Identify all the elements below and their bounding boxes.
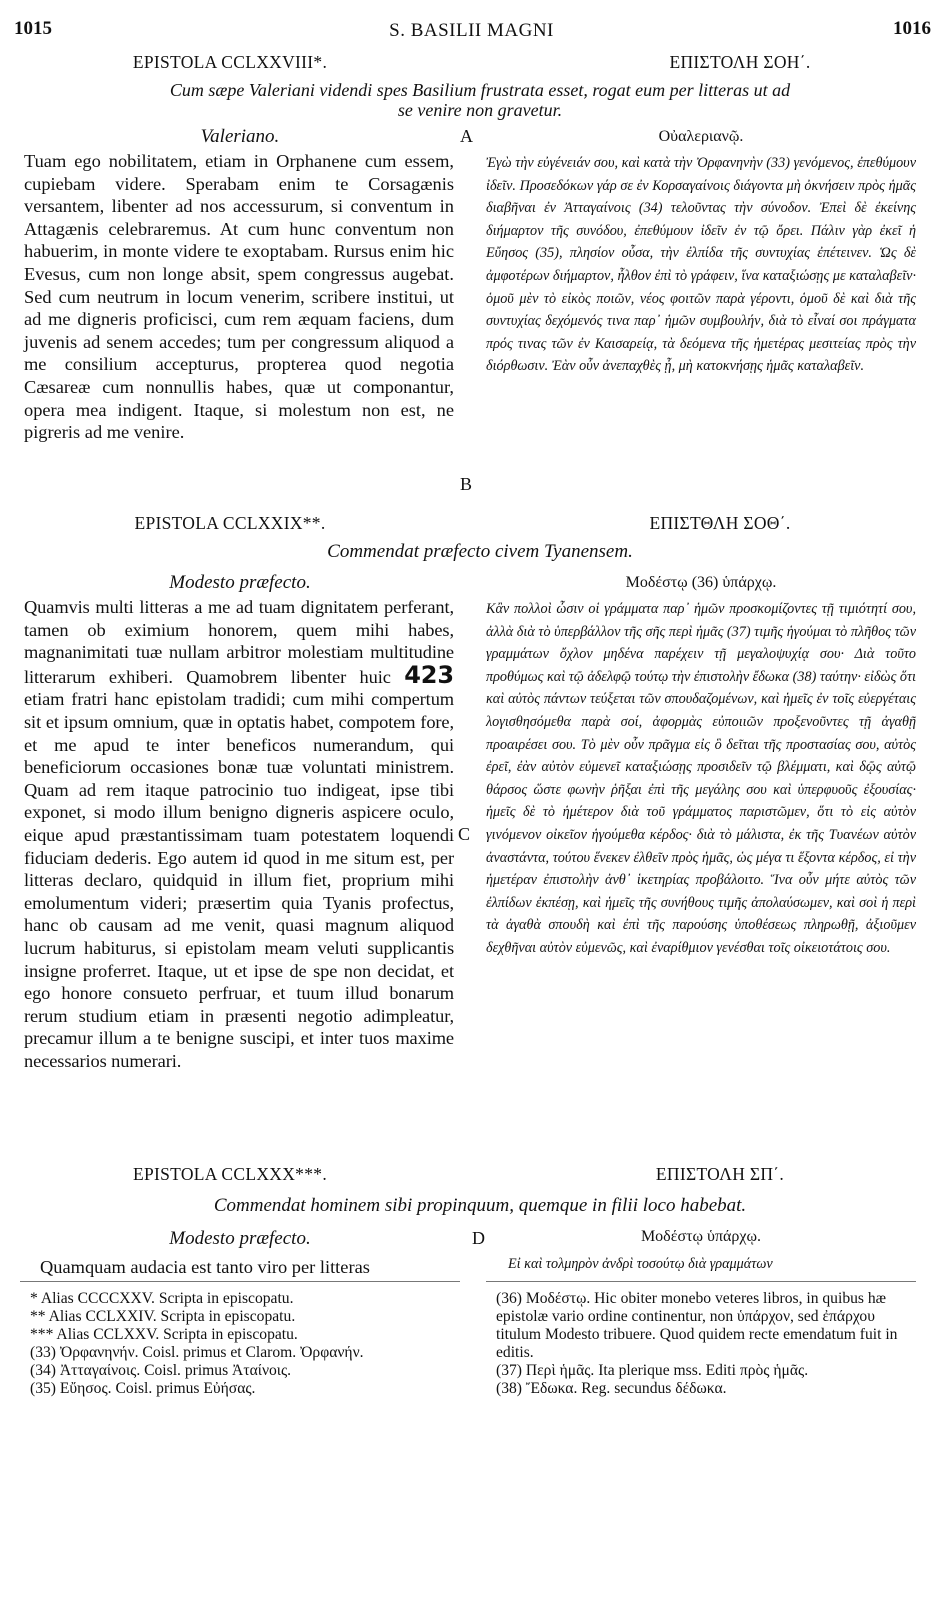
margin-letter-b: B — [460, 474, 473, 494]
footnote: (37) Περὶ ἡμᾶς. Ita plerique mss. Editi πρὸς ἡμᾶς. — [496, 1362, 809, 1379]
volume-page-marker: 423 — [404, 660, 454, 689]
epistle-279-summary: Commendat præfecto civem Tyanensem. — [327, 541, 633, 562]
summary-line-2: se venire non gravetur. — [397, 100, 563, 120]
epistle-278-latin-text: Tuam ego nobilitatem, etiam in Orphanene cum essem, cupiebam videre. Sperabam enim te Corsagænis versantem, libenter ad nos accessurum, si conventum in Attagænis celebraremus. At cum hunc conventum non habuerim, in monte videre te exoptabam. Rursus enim hic Evesus, cum non longe absit, spem congressus augebat. Sed cum neutrum in locum venerim, scribere institui, ut ad me digneris proficisci, cum rem æquam faciens, dum juvenis ad senem accedes; tum per congressum aliquod a me consilium accepturus, propterea quod negotia Cæsareæ cum nonnullis habes, quæ ut componantur, opera mea indigent. Itaque, si molestum non est, ne pigreris ad me venire. — [24, 151, 454, 443]
epistle-278-greek-addressee: Οὐαλεριανῷ. — [658, 128, 744, 145]
footnotes-left — [30, 1290, 458, 1398]
margin-letter-a: A — [460, 126, 473, 146]
epistle-280-greek-text: Εἰ καὶ τολμηρὸν ἀνδρὶ τοσούτῳ διὰ γραμμάτων — [508, 1256, 773, 1272]
epistle-279-latin-text — [24, 596, 454, 1072]
footnote: ** Alias CCLXXIV. Scripta in episcopatu. — [30, 1308, 296, 1325]
epistle-280-greek-title: ΕΠΙΣΤΟΛΗ ΣΠ΄. — [655, 1164, 785, 1184]
running-title: S. BASILII MAGNI — [389, 20, 554, 41]
latin-text-part-1: Quamvis multi litteras a me ad tuam dignitatem perferant, tamen ob eximium honorem, quem mihi habes, magnanimitati tuæ nullam arbitror molestiam multitudine litterarum exhiberi. Quamobrem libenter huic — [24, 597, 454, 687]
footnote: (36) Μοδέστῳ. Hic obiter monebo veteres libros, in quibus hæ epistolæ vario ordine continentur, non ὑπάρχον, sed ἐπάρχου titulum Modesto tribuere. Quod quidem recte emendatum fuit in editis. — [496, 1290, 898, 1361]
epistle-279-greek-text: Κἂν πολλοὶ ὦσιν οἱ γράμματα παρ᾽ ἡμῶν προσκομίζοντες τῇ τιμιότητί σου, ἀλλὰ διὰ τὸ ὑπερβάλλον τῆς σῆς περὶ ἡμᾶς (37) τιμῆς ἡγούμαι τὸ πλῆθος τῶν γραμμάτων ὄχλον μηδένα παρέχειν τῇ μεγαλοψυχίᾳ σου· Διὰ τοῦτο προθύμως καὶ τῷ ἀδελφῷ τούτῳ τὴν ἐπιστολὴν ἔδωκα (38) ταύτην· εἰδὼς ὅτι καὶ αὐτὸς πάντων τεύξεται τῶν σπουδαζομένων, καὶ ἡμεῖς ἐν τοῖς εὐεργέταις λογισθησόμεθα παρὰ σοί, ἀφορμὰς εὐποιιῶν προξενοῦντες τῇ ἀγαθῇ προαιρέσει σου. Τὸ μὲν οὖν πρᾶγμα εἰς ὃ δεῖται τῆς προστασίας σου, αὐτὸς ἐρεῖ, ἐὰν αὐτὸν εὐμενεῖ καταξιώσῃς προσιδεῖν τῷ βλέμματι, καὶ δῷς αὐτῷ θάρσος ὥστε φωνὴν ῥῆξαι ἐπὶ τῆς μεγάλης σου καὶ ὑπερφυοῦς ἐξουσίας· ἡμεῖς δὲ τὸ ἡμέτερον διὰ τοῦ γράμματος παριστῶμεν, ὅτι τὸ εἰς αὐτὸν γινόμενον οἰκεῖον ἡγούμεθα κέρδος· διὰ τὸ μάλιστα, ἐκ τῆς Τυανέων αὐτὸν ἀναστάντα, τούτου ἕνεκεν ἐλθεῖν πρὸς ἡμᾶς, ὡς μέγα τι ἕξοντα κέρδος, εἰ τὴν ἡμετέραν ἐπιστολὴν ἀνθ᾽ ἱκετηρίας προβάλοιτο. Ἵνα οὖν μήτε αὐτὸς τῶν ἐλπίδων ἐκπέσῃ, καὶ ἡμεῖς τῆς συνήθους τιμῆς ἀπολαύσωμεν, καὶ σοὶ ἡ περὶ τὰ ἀγαθὰ σπουδὴ καὶ ἐπὶ τῆς παρούσης ὑποθέσεως πληρωθῇ, ἀξιοῦμεν δεχθῆναι αὐτὸν εὐμενῶς, καὶ ἐναρίθμιον γενέσθαι τοῖς οἰκειοτάτοις σου. — [486, 601, 916, 956]
epistle-280-latin-addressee: Modesto præfecto. — [169, 1228, 311, 1249]
footnote: (34) Ἀτταγαίνοις. Coisl. primus Ἀταίνοις. — [30, 1362, 292, 1379]
epistle-278-greek-text: Ἐγὼ τὴν εὐγένειάν σου, καὶ κατὰ τὴν Ὀρφανηνὴν (33) γενόμενος, ἐπεθύμουν ἰδεῖν. Προσεδόκων γάρ σε ἐν Κορσαγαίνοις διάγοντα μὴ ὀκνήσειν πρὸς ἡμᾶς διαβῆναι ἐν Ἀτταγαίνοις (34) τελοῦντας τὴν σύνοδον. Ἐπεὶ δὲ ἐκείνης διήμαρτον τῆς συνόδου, ἐπεθύμουν ἰδεῖν ἐν τῷ ὄρει. Πάλιν γὰρ ἐκεῖ ἡ Εὔησος (35), πλησίον οὖσα, τὴν ἐλπίδα τῆς συντυχίας ἐπέτεινεν. Ὡς δὲ ἀμφοτέρων διήμαρτον, ἦλθον ἐπὶ τὸ γράφειν, ἵνα καταξιώσῃς με καταλαβεῖν· ὁμοῦ μὲν τὸ εἰκὸς ποιῶν, νέος φοιτῶν παρὰ γέροντι, ὁμοῦ δὲ καὶ διὰ τῆς συντυχίας δεχόμενός τινα παρ᾽ ἡμῶν συμβουλήν, διὰ τὸ εἶναί σοι πράγματα πρός τινας τῶν ἐν Καισαρείᾳ, τὰ δεόμενα τῆς ἡμετέρας μεσιτείας πρὸς τὴν διόρθωσιν. Ἐὰν οὖν ἀνεπαχθὲς ᾖ, μὴ κατοκνήσῃς ἡμᾶς καταλαβεῖν. — [486, 155, 916, 375]
epistle-279-greek-title: ΕΠΙΣΤΘΛΗ ΣΟΘ΄. — [649, 513, 791, 533]
epistle-280-greek-addressee: Μοδέστῳ ὑπάρχῳ. — [640, 1228, 762, 1245]
epistle-278-latin-addressee: Valeriano. — [200, 126, 280, 147]
footnote: * Alias CCCCXXV. Scripta in episcopatu. — [30, 1290, 294, 1307]
epistle-280-summary: Commendat hominem sibi propinquum, quemque in filii loco habebat. — [213, 1195, 747, 1216]
footnote: (35) Εὔησος. Coisl. primus Εὐήσας. — [30, 1380, 256, 1397]
latin-text-part-2: etiam fratri hanc epistolam tradidi; cum mihi compertum sit et ipsum omnium, quæ in optatis habet, compotem fore, et me apud te inter beneficos numerandum, qui beneficiorum occasiones bonæ tuæ voluntati ministrem. Quam ad rem itaque patrocinio tuo indigeat, ipse tibi exponet, si modo illum benigno digneris aspicere oculo, eique apud præstantissimam tuam potestatem loquendi fiduciam dederis. Ego autem id quod in me situm est, per litteras declaro, quidquid in illum fiet, proprium mihi emolumentum videri; præsertim quia Tyanis profectus, hanc ob causam ad me venit, quasi magnum aliquod lucrum habiturus, si epistolam meam veluti supplicantis insigne proferret. Itaque, ut et ipse de spe non decidat, et ego honore consueto perfruar, et tuum illud bonarum rerum studium etiam in præsenti negotio adimpleatur, precamur illum a te benigne suscipi, et inter tuos maxime necessarios numerari. — [24, 689, 454, 1071]
footnote: (33) Ὀρφανηνήν. Coisl. primus et Clarom. Ὀρφανήν. — [30, 1344, 364, 1361]
notes-divider-left — [20, 1281, 460, 1282]
epistle-278-summary — [40, 80, 920, 120]
epistle-278-greek-title: ΕΠΙΣΤΟΛΗ ΣΟΗ΄. — [669, 52, 811, 72]
epistle-279-greek-addressee: Μοδέστῳ (36) ὑπάρχῳ. — [625, 574, 777, 591]
page-number-left: 1015 — [14, 18, 52, 39]
epistle-279-latin-title: EPISTOLA CCLXXIX**. — [134, 513, 326, 533]
epistle-279-latin-addressee: Modesto præfecto. — [169, 572, 311, 593]
page-number-right: 1016 — [893, 18, 931, 39]
epistle-280-latin-title: EPISTOLA CCLXXX***. — [132, 1164, 327, 1184]
footnote: (38) Ἔδωκα. Reg. secundus δέδωκα. — [496, 1380, 727, 1397]
epistle-280-latin-text: Quamquam audacia est tanto viro per litteras — [40, 1257, 370, 1277]
footnote: *** Alias CCLXXV. Scripta in episcopatu. — [30, 1326, 298, 1343]
summary-line-1: Cum sæpe Valeriani videndi spes Basilium frustrata esset, rogat eum per litteras ut ad — [169, 80, 791, 100]
margin-letter-c: C — [458, 824, 471, 844]
notes-divider-right — [486, 1281, 916, 1282]
footnotes-right — [496, 1290, 916, 1398]
epistle-278-latin-title: EPISTOLA CCLXXVIII*. — [132, 52, 328, 72]
margin-letter-d: D — [472, 1228, 485, 1248]
